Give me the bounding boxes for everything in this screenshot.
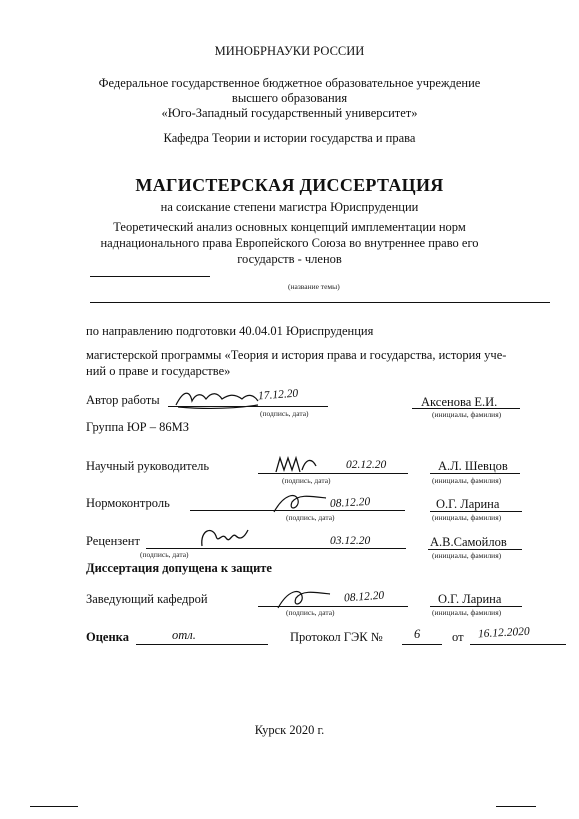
group-line: Группа ЮР – 86МЗ <box>86 420 190 434</box>
reviewer-signature <box>196 522 252 552</box>
direction-line: по направлению подготовки 40.04.01 Юриспруденция <box>86 324 374 338</box>
normcontrol-label: Нормоконтроль <box>86 496 170 510</box>
head-name-line <box>430 606 522 607</box>
author-date: 17.12.20 <box>257 387 299 403</box>
program-line-2: ний о праве и государстве» <box>86 364 231 378</box>
normcontrol-date: 08.12.20 <box>329 495 371 511</box>
department-name: Кафедра Теории и истории государства и права <box>163 131 416 145</box>
head-date: 08.12.20 <box>343 589 385 605</box>
protocol-date: 16.12.2020 <box>477 625 531 641</box>
protocol-number-line <box>402 644 442 645</box>
topic-underline-2 <box>90 302 550 303</box>
program-line-1: магистерской программы «Теория и история права и государства, история уче- <box>86 348 507 362</box>
supervisor-date: 02.12.20 <box>346 459 387 471</box>
grade-value: отл. <box>172 628 196 642</box>
degree-line: на соискание степени магистра Юриспруденции <box>160 200 419 214</box>
supervisor-label: Научный руководитель <box>86 459 210 473</box>
author-signature-caption: (подпись, дата) <box>260 409 309 418</box>
head-name: О.Г. Ларина <box>438 592 502 606</box>
supervisor-name: А.Л. Шевцов <box>438 459 508 473</box>
grade-line <box>136 644 268 645</box>
topic-caption: (название темы) <box>288 282 340 291</box>
normcontrol-name: О.Г. Ларина <box>436 497 500 511</box>
topic-line-1: Теоретический анализ основных концепций имплементации норм <box>113 220 466 234</box>
protocol-from-label: от <box>452 630 464 644</box>
bottom-artifact-right <box>496 806 536 807</box>
reviewer-name: А.В.Самойлов <box>430 535 507 549</box>
admission-line: Диссертация допущена к защите <box>86 561 272 575</box>
reviewer-name-line <box>428 549 522 550</box>
author-name: Аксенова Е.И. <box>421 395 498 409</box>
footer-city-year: Курск 2020 г. <box>254 723 325 737</box>
supervisor-name-caption: (инициалы, фамилия) <box>432 476 502 485</box>
institution-line-2: высшего образования <box>231 91 348 105</box>
author-name-line <box>412 408 520 409</box>
head-name-caption: (инициалы, фамилия) <box>432 608 502 617</box>
ministry-name: МИНОБРНАУКИ РОССИИ <box>214 44 365 58</box>
head-signature-caption: (подпись, дата) <box>286 608 335 617</box>
protocol-date-line <box>470 644 566 645</box>
bottom-artifact-left <box>30 806 78 807</box>
head-label: Заведующий кафедрой <box>86 592 208 606</box>
topic-underline-1 <box>90 276 210 277</box>
university-name: «Юго-Западный государственный университет» <box>161 106 418 120</box>
supervisor-signature <box>272 452 320 476</box>
supervisor-name-line <box>430 473 520 474</box>
reviewer-date: 03.12.20 <box>330 535 371 547</box>
reviewer-signature-line <box>146 548 406 549</box>
reviewer-signature-caption: (подпись, дата) <box>140 550 189 559</box>
author-signature <box>172 387 262 411</box>
institution-line-1: Федеральное государственное бюджетное образовательное учреждение <box>98 76 481 90</box>
normcontrol-name-caption: (инициалы, фамилия) <box>432 513 502 522</box>
normcontrol-name-line <box>430 511 522 512</box>
topic-line-2: наднационального права Европейского Союза во внутреннее право его <box>100 236 479 250</box>
author-label: Автор работы <box>86 393 160 407</box>
document-title: МАГИСТЕРСКАЯ ДИССЕРТАЦИЯ <box>135 175 444 195</box>
protocol-label: Протокол ГЭК № <box>290 630 383 644</box>
grade-label: Оценка <box>86 630 129 644</box>
protocol-number: 6 <box>414 627 421 641</box>
author-name-caption: (инициалы, фамилия) <box>432 410 502 419</box>
topic-line-3: государств - членов <box>237 252 342 266</box>
reviewer-name-caption: (инициалы, фамилия) <box>432 551 502 560</box>
supervisor-signature-caption: (подпись, дата) <box>282 476 331 485</box>
reviewer-label: Рецензент <box>86 534 140 548</box>
normcontrol-signature-caption: (подпись, дата) <box>286 513 335 522</box>
